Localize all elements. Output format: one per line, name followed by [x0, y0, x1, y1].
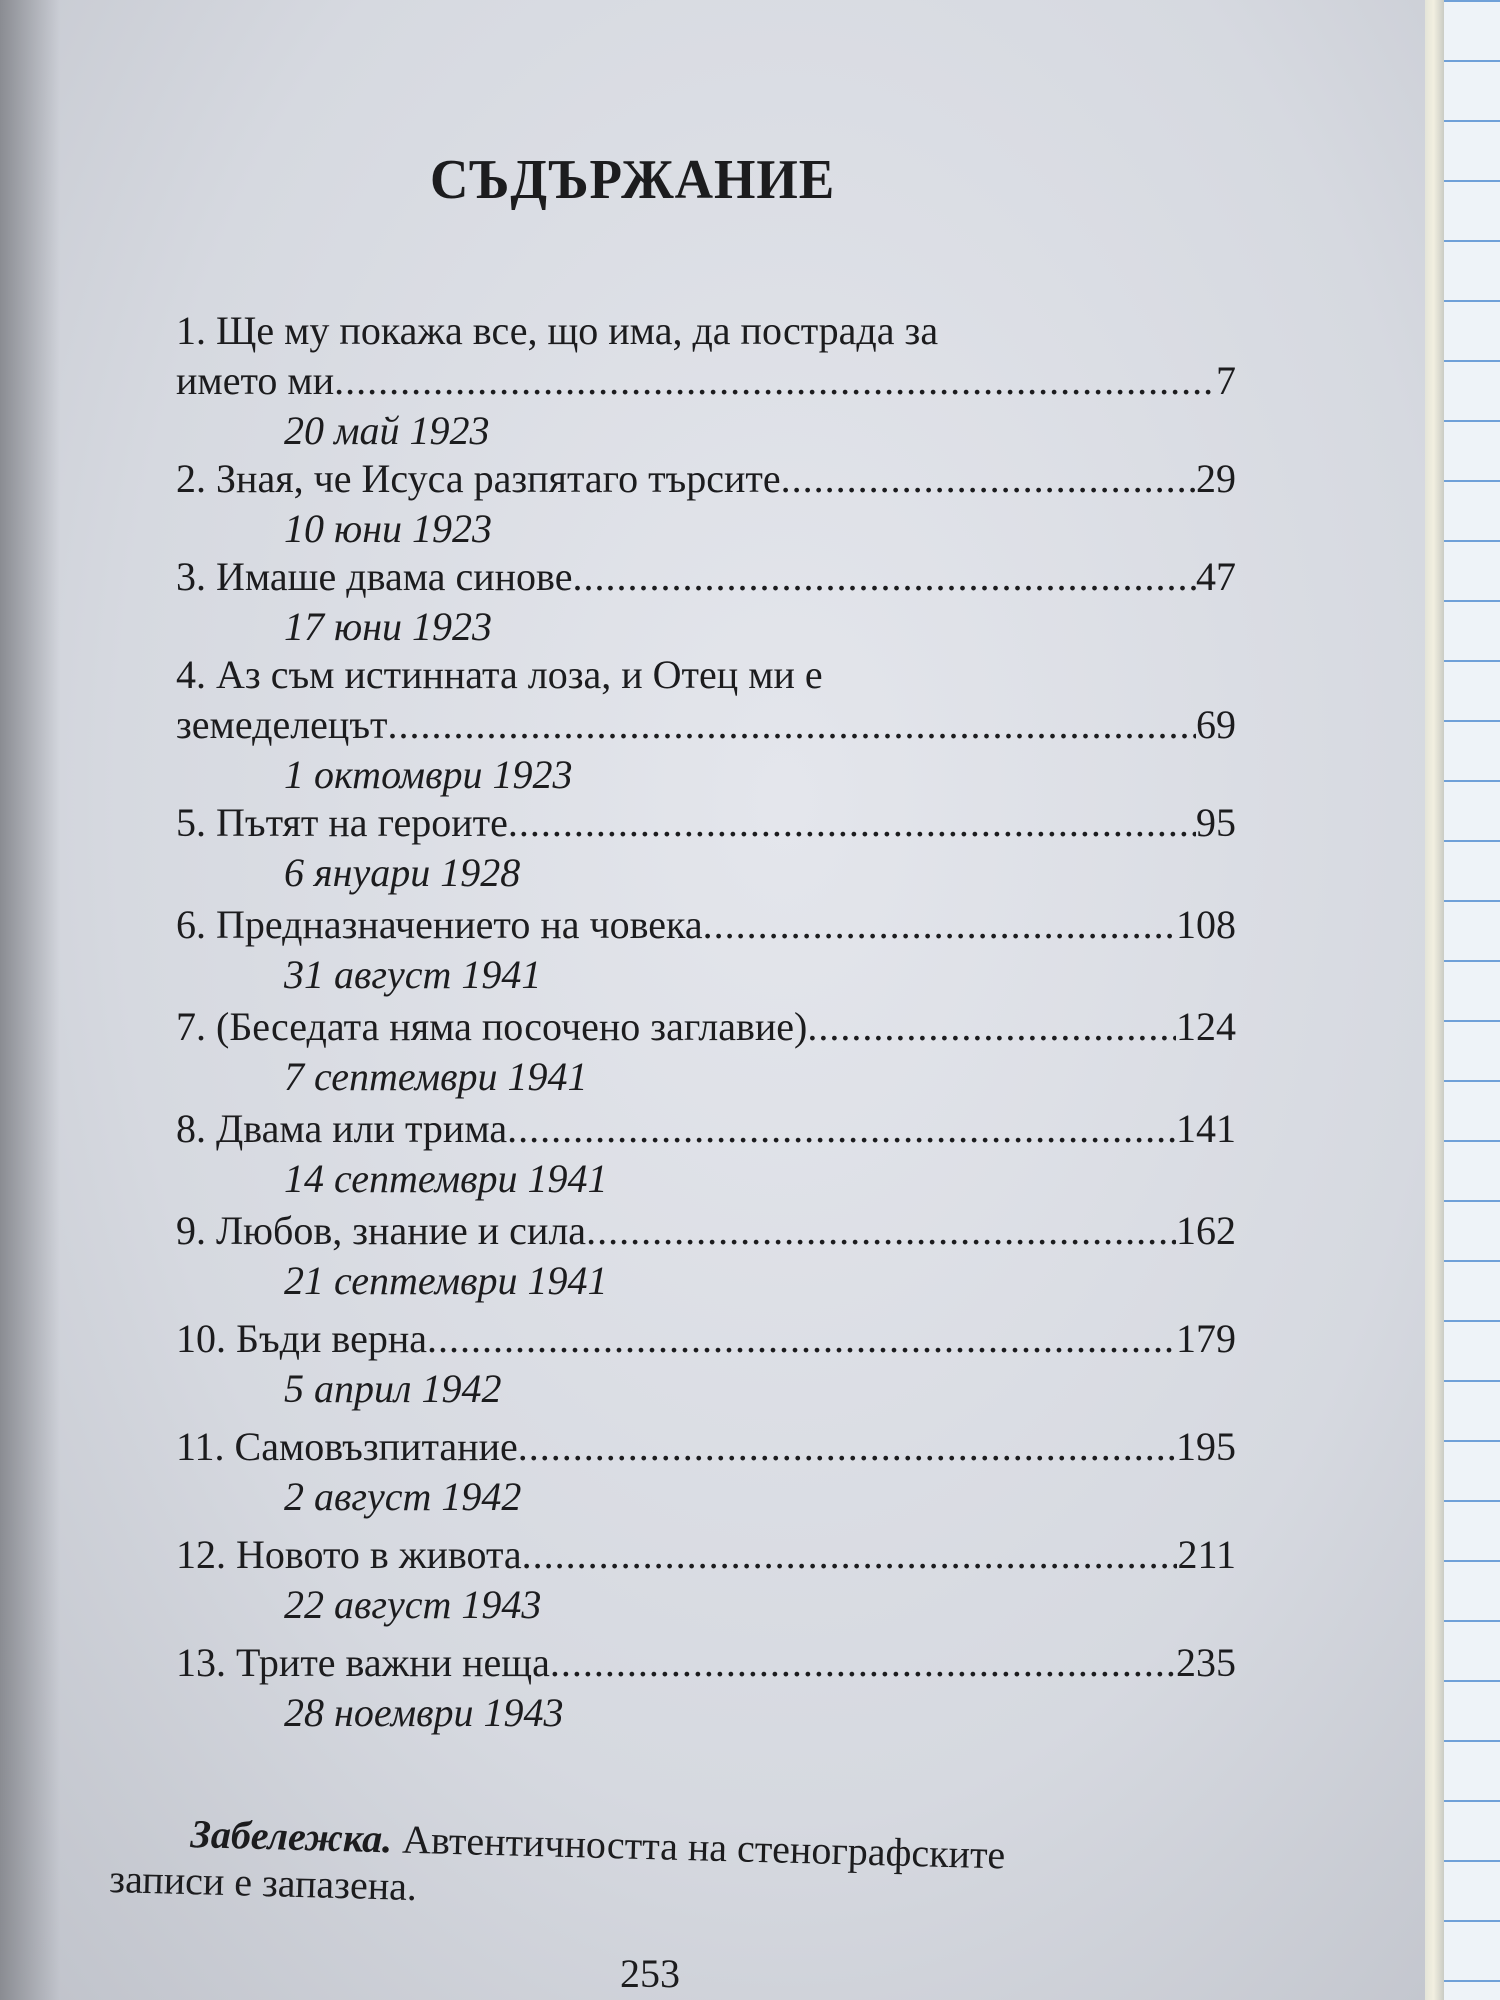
toc-entry	[176, 306, 1236, 456]
toc-entry	[176, 1422, 1236, 1522]
toc-entry	[176, 650, 1236, 800]
entry-title: 11. Самовъзпитание	[176, 1424, 518, 1469]
toc-entry	[176, 1530, 1236, 1630]
entry-date: 5 април 1942	[284, 1366, 502, 1411]
entry-page: 235	[1176, 1640, 1236, 1685]
dot-leader	[781, 454, 1196, 504]
entry-page: 162	[1176, 1208, 1236, 1253]
dot-leader	[507, 1104, 1176, 1154]
dot-leader	[334, 356, 1216, 406]
entry-page: 124	[1176, 1004, 1236, 1049]
dot-leader	[518, 1422, 1176, 1472]
dot-leader	[586, 1206, 1176, 1256]
entry-page: 47	[1196, 554, 1236, 599]
dot-leader	[508, 798, 1196, 848]
entry-date: 22 август 1943	[284, 1582, 542, 1627]
entry-page: 29	[1196, 456, 1236, 501]
entry-page: 7	[1216, 358, 1236, 403]
entry-date: 1 октомври 1923	[284, 752, 573, 797]
entry-page: 179	[1176, 1316, 1236, 1361]
toc-entry	[176, 1638, 1236, 1738]
entry-title: 6. Предназначението на човека	[176, 902, 703, 947]
entry-page: 95	[1196, 800, 1236, 845]
dot-leader	[550, 1638, 1176, 1688]
dot-leader	[522, 1530, 1178, 1580]
entry-date: 17 юни 1923	[284, 604, 493, 649]
entry-title: 3. Имаше двама синове	[176, 554, 573, 599]
toc-entry	[176, 900, 1236, 1000]
entry-title: 2. Зная, че Исуса разпятаго търсите	[176, 456, 781, 501]
entry-title: 8. Двама или трима	[176, 1106, 508, 1151]
entry-title: 7. (Беседата няма посочено заглавие)	[176, 1004, 808, 1049]
dot-leader	[572, 552, 1196, 602]
toc-entry	[176, 798, 1236, 898]
note-label: Забележка.	[189, 1811, 393, 1862]
entry-page: 141	[1176, 1106, 1236, 1151]
entry-date: 6 януари 1928	[284, 850, 521, 895]
entry-date: 2 август 1942	[284, 1474, 522, 1519]
page-title: СЪДЪРЖАНИЕ	[430, 149, 836, 211]
entry-title: името ми	[176, 358, 335, 403]
entry-title-line1: 1. Ще му покажа все, що има, да пострада за	[176, 308, 939, 353]
toc-entry	[176, 1314, 1236, 1414]
note-text-line1: Автентичността на стенографските	[401, 1816, 1006, 1878]
entry-date: 21 септември 1941	[284, 1258, 608, 1303]
entry-title: 13. Трите важни неща	[176, 1640, 550, 1685]
dot-leader	[703, 900, 1176, 950]
entry-title: 5. Пътят на героите	[176, 800, 508, 845]
toc-entry	[176, 1104, 1236, 1204]
toc-entry	[176, 1002, 1236, 1102]
entry-title: 9. Любов, знание и сила	[176, 1208, 587, 1253]
dot-leader	[427, 1314, 1176, 1364]
entry-page: 211	[1177, 1532, 1236, 1577]
page-number: 253	[620, 1951, 680, 1996]
toc-entry	[176, 552, 1236, 652]
note	[109, 1808, 1311, 1933]
entry-title: земеделецът	[176, 702, 388, 747]
entry-date: 10 юни 1923	[284, 506, 493, 551]
table-of-contents	[176, 306, 1236, 1736]
entry-title-line1: 4. Аз съм истинната лоза, и Отец ми е	[176, 652, 823, 697]
grid-paper-background	[1440, 0, 1500, 2000]
entry-date: 31 август 1941	[284, 952, 542, 997]
toc-entry	[176, 454, 1236, 554]
entry-title: 12. Новото в живота	[176, 1532, 522, 1577]
toc-entry	[176, 1206, 1236, 1306]
entry-date: 14 септември 1941	[284, 1156, 608, 1201]
note-text-line2: записи е запазена.	[108, 1855, 418, 1910]
dot-leader	[387, 700, 1196, 750]
entry-page: 69	[1196, 702, 1236, 747]
dot-leader	[807, 1002, 1176, 1052]
entry-title: 10. Бъди верна	[176, 1316, 427, 1361]
entry-page: 108	[1176, 902, 1236, 947]
entry-page: 195	[1176, 1424, 1236, 1469]
entry-date: 7 септември 1941	[284, 1054, 588, 1099]
entry-date: 28 ноември 1943	[284, 1690, 564, 1735]
entry-date: 20 май 1923	[284, 408, 490, 453]
